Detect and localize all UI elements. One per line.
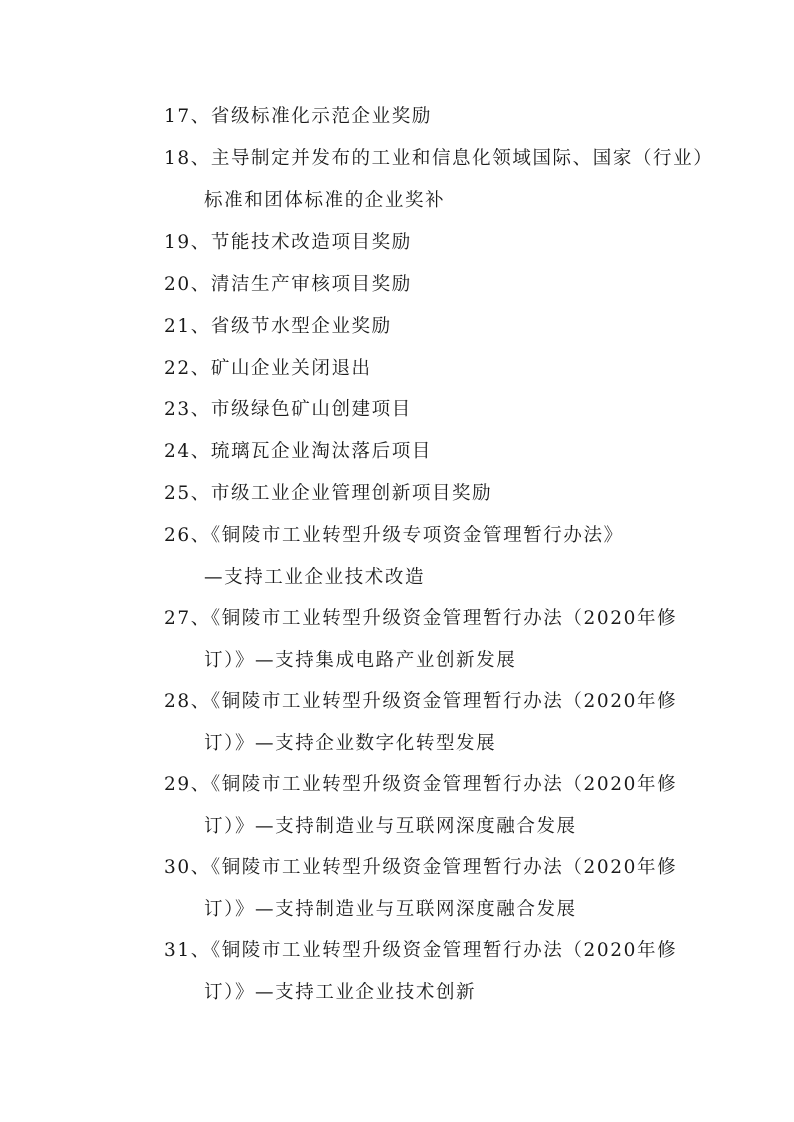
list-item-20	[164, 273, 412, 297]
list-item-19	[164, 231, 412, 255]
item-text: 矿山企业关闭退出	[210, 358, 372, 379]
list-item-17	[164, 105, 432, 129]
list-item-29	[164, 773, 677, 797]
item-number: 30、	[164, 857, 211, 878]
item-text: 清洁生产审核项目奖励	[210, 274, 412, 295]
item-number: 29、	[164, 774, 211, 795]
list-item-29-continuation: 订）》—支持制造业与互联网深度融合发展	[204, 816, 577, 837]
item-number: 20、	[164, 274, 211, 295]
list-item-27-continuation: 订）》—支持集成电路产业创新发展	[204, 650, 517, 671]
item-text: 市级工业企业管理创新项目奖励	[210, 483, 493, 504]
list-item-18	[164, 147, 713, 171]
item-text: 《铜陵市工业转型升级资金管理暂行办法（2020年修	[210, 691, 678, 712]
item-number: 26、	[164, 525, 211, 546]
item-number: 27、	[164, 608, 211, 629]
item-number: 17、	[164, 106, 211, 127]
item-text: 省级节水型企业奖励	[210, 316, 392, 337]
item-number: 24、	[164, 441, 211, 462]
list-item-30	[164, 856, 677, 880]
item-number: 21、	[164, 316, 211, 337]
item-text: 《铜陵市工业转型升级专项资金管理暂行办法》	[210, 525, 624, 546]
list-item-27	[164, 607, 677, 631]
item-text: 《铜陵市工业转型升级资金管理暂行办法（2020年修	[210, 608, 678, 629]
list-item-24	[164, 440, 432, 464]
list-item-23	[164, 398, 412, 422]
item-text: 节能技术改造项目奖励	[210, 232, 412, 253]
item-text: 琉璃瓦企业淘汰落后项目	[210, 441, 432, 462]
item-number: 22、	[164, 358, 211, 379]
list-item-22	[164, 357, 372, 381]
item-number: 31、	[164, 940, 211, 961]
item-text: 省级标准化示范企业奖励	[210, 106, 432, 127]
list-item-28	[164, 690, 677, 714]
list-item-28-continuation: 订）》—支持企业数字化转型发展	[204, 733, 497, 754]
item-text: 主导制定并发布的工业和信息化领域国际、国家（行业）	[210, 148, 714, 169]
item-number: 19、	[164, 232, 211, 253]
item-number: 23、	[164, 399, 211, 420]
list-item-26	[164, 524, 624, 548]
item-number: 28、	[164, 691, 211, 712]
item-number: 25、	[164, 483, 211, 504]
item-text: 《铜陵市工业转型升级资金管理暂行办法（2020年修	[210, 857, 678, 878]
list-item-21	[164, 315, 392, 339]
item-text: 《铜陵市工业转型升级资金管理暂行办法（2020年修	[210, 774, 678, 795]
list-item-26-continuation: —支持工业企业技术改造	[204, 567, 426, 588]
list-item-25	[164, 482, 492, 506]
list-item-18-continuation: 标准和团体标准的企业奖补	[204, 190, 446, 211]
item-text: 《铜陵市工业转型升级资金管理暂行办法（2020年修	[210, 940, 678, 961]
list-item-30-continuation: 订）》—支持制造业与互联网深度融合发展	[204, 899, 577, 920]
list-item-31	[164, 939, 677, 963]
item-number: 18、	[164, 148, 211, 169]
item-text: 市级绿色矿山创建项目	[210, 399, 412, 420]
list-item-31-continuation: 订）》—支持工业企业技术创新	[204, 982, 477, 1003]
